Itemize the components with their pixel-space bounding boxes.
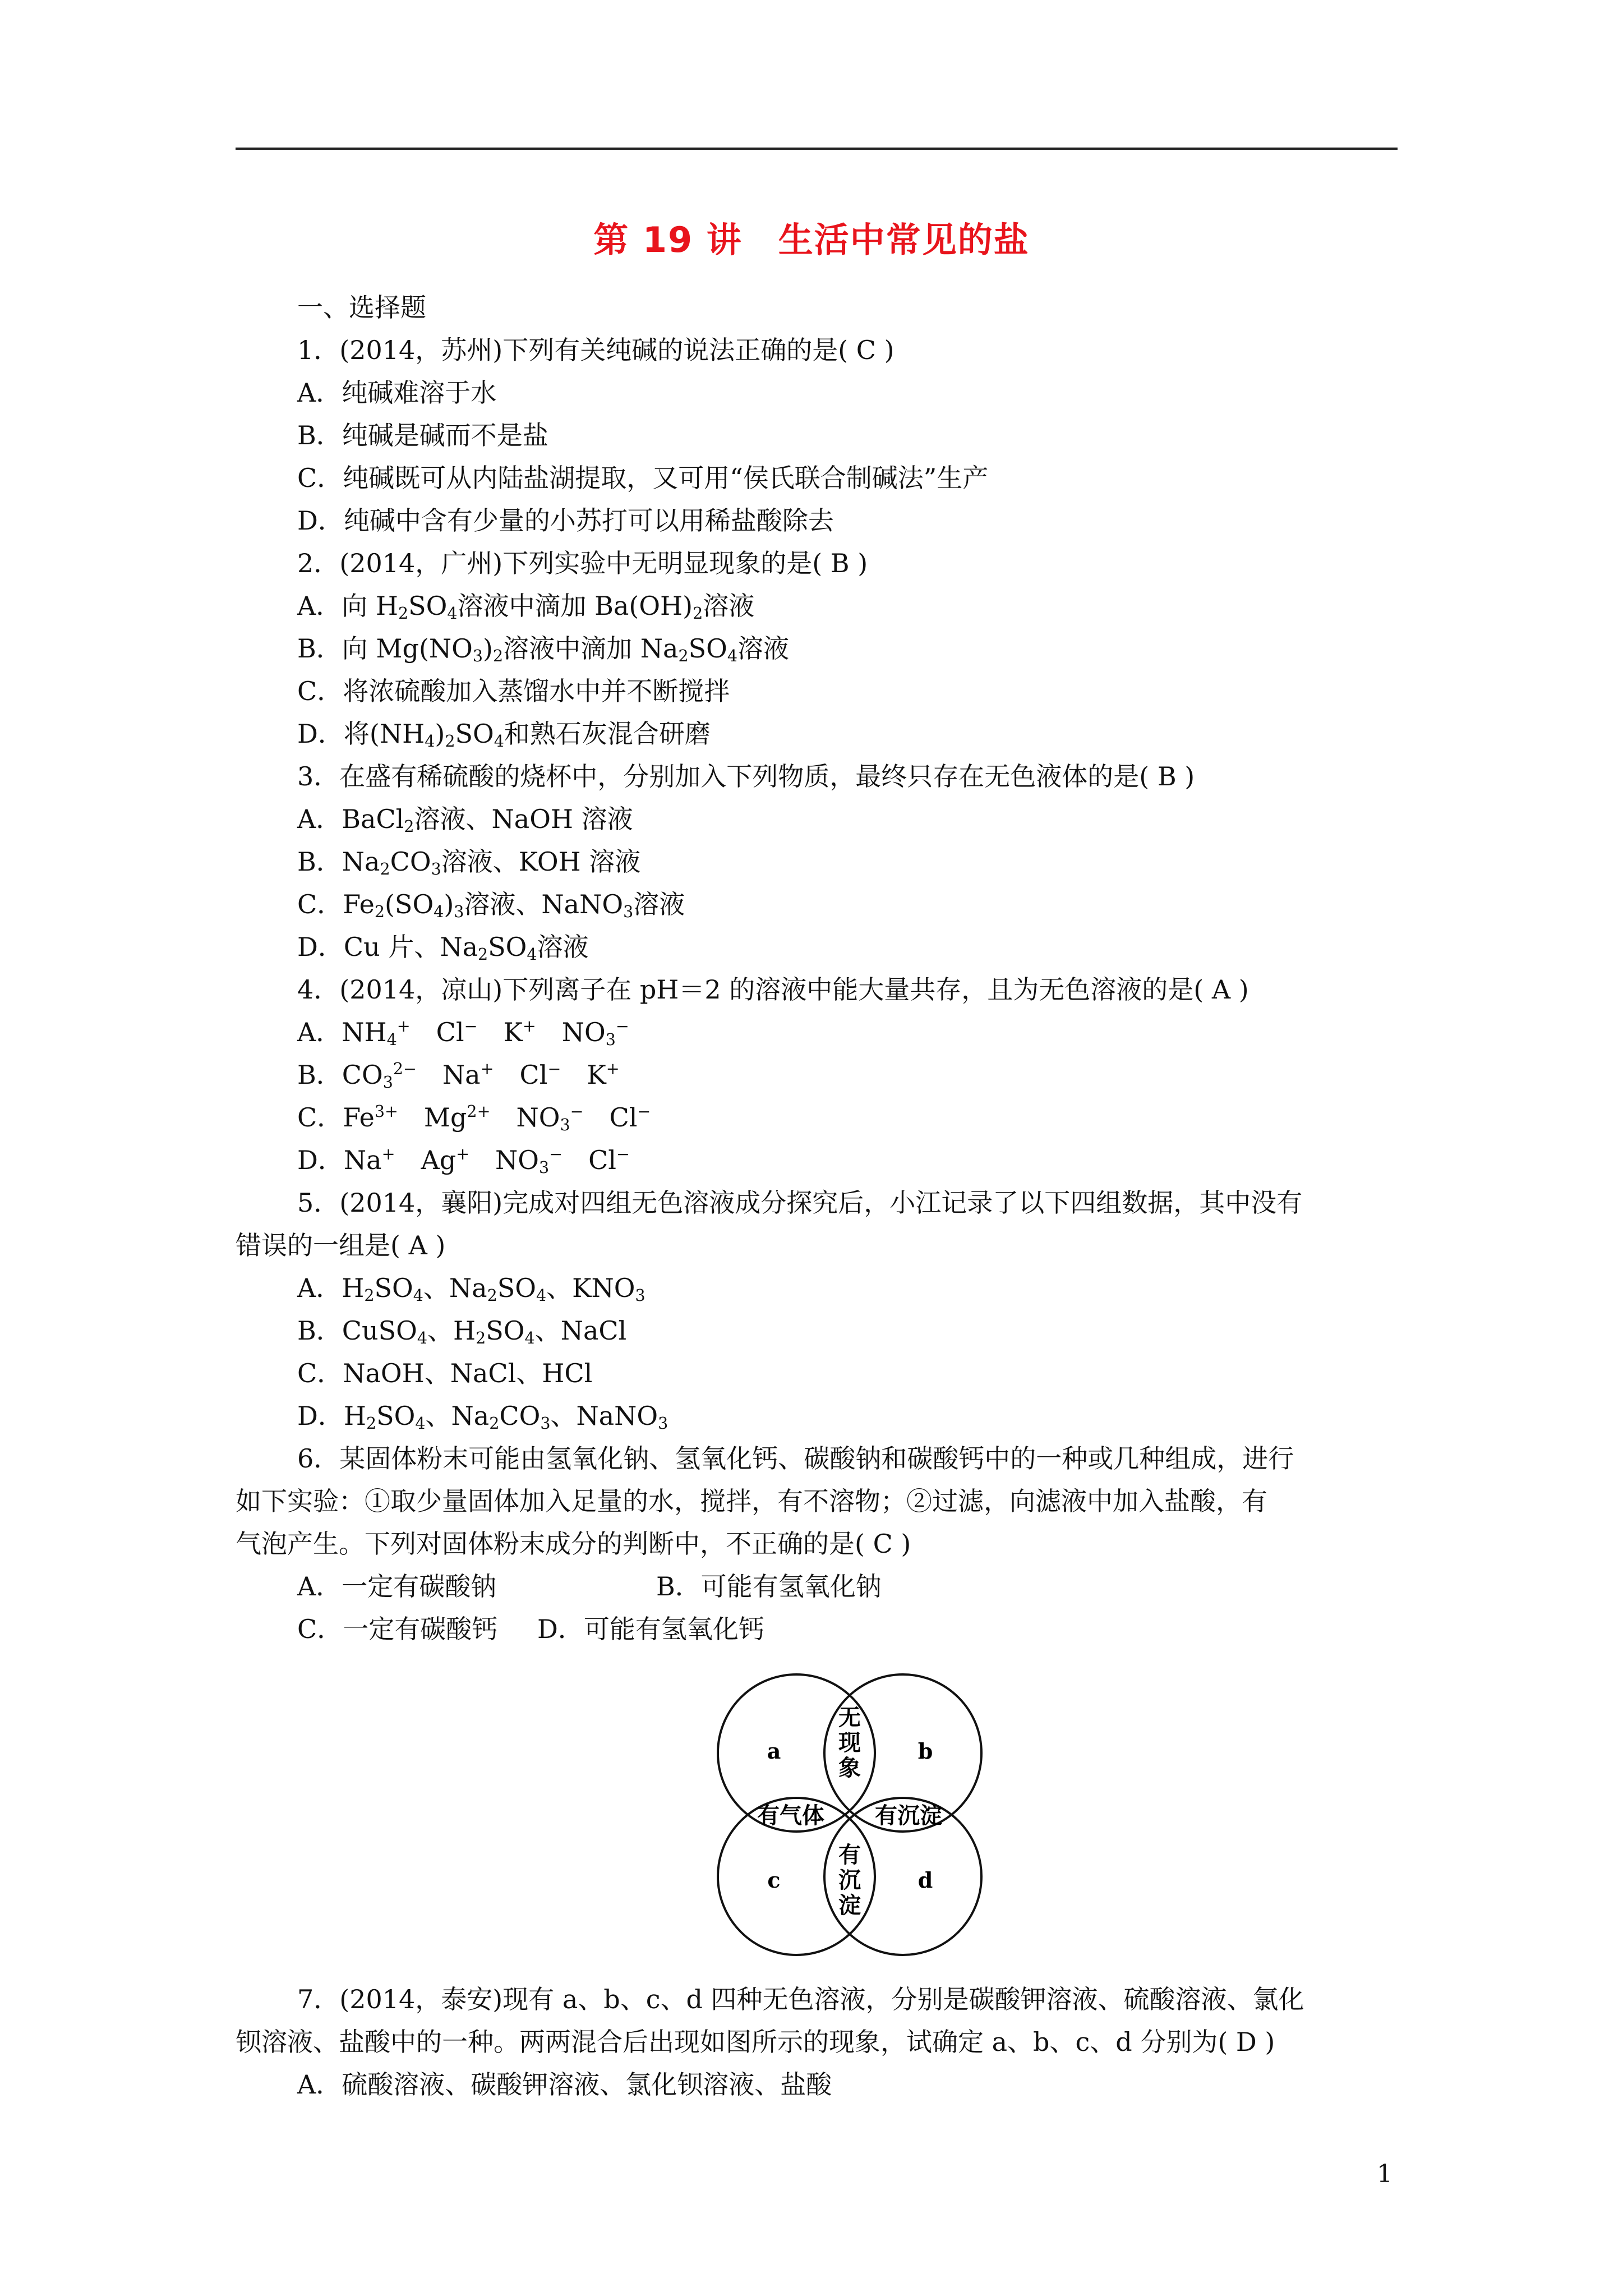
q3-option-a: A．BaCl$_2$溶液、NaOH 溶液: [297, 804, 633, 836]
q6-option-a: A．一定有碳酸钠: [297, 1571, 497, 1602]
q1-option-c: C．纯碱既可从内陆盐湖提取，又可用“侯氏联合制碱法”生产: [297, 463, 989, 493]
venn-bottom-3: 淀: [838, 1892, 861, 1918]
question-6-stem-cont2: 气泡产生。下列对固体粉末成分的判断中，不正确的是( C ): [236, 1529, 911, 1559]
q4-option-a: A．$NH_4^+$ Cl− K+ $NO_3^-$: [297, 1016, 629, 1050]
q5-option-d: D．$H_2SO_4$、$Na_2CO_3$、NaNO$_3$: [297, 1401, 668, 1433]
venn-bottom-2: 沉: [838, 1867, 861, 1893]
q2-option-d: D．将$(NH_4)_2SO_4$和熟石灰混合研磨: [297, 719, 711, 751]
q3-option-b: B．$Na_2CO_3$溶液、KOH 溶液: [297, 846, 641, 879]
question-3-stem: 3．在盛有稀硫酸的烧杯中，分别加入下列物质，最终只存在无色液体的是( B ): [297, 761, 1195, 792]
venn-diagram: [704, 1669, 995, 1961]
venn-label-c: c: [767, 1867, 781, 1893]
venn-top-2: 现: [838, 1729, 861, 1756]
q1-option-b: B．纯碱是碱而不是盐: [297, 420, 548, 450]
question-2-stem: 2．(2014，广州)下列实验中无明显现象的是( B ): [297, 548, 868, 578]
header-rule: [236, 148, 1398, 150]
q3-option-d: D．Cu 片、$Na_2SO_4$溶液: [297, 932, 589, 964]
page-number: 1: [1377, 2160, 1393, 2188]
venn-top-1: 无: [838, 1704, 861, 1731]
q4-option-d: D．Na+ Ag+ $NO_3^-$ Cl−: [297, 1144, 630, 1177]
venn-label-b: b: [917, 1738, 933, 1764]
page-title: 第 19 讲 生活中常见的盐: [593, 219, 1030, 260]
venn-right: 有沉淀: [875, 1802, 942, 1829]
question-6-stem-cont1: 如下实验：①取少量固体加入足量的水，搅拌，有不溶物；②过滤，向滤液中加入盐酸，有: [236, 1486, 1267, 1516]
venn-label-d: d: [917, 1867, 933, 1893]
question-1-stem: 1．(2014，苏州)下列有关纯碱的说法正确的是( C ): [297, 335, 895, 365]
q2-option-c: C．将浓硫酸加入蒸馏水中并不断搅拌: [297, 676, 730, 706]
question-6-stem: 6．某固体粉末可能由氢氧化钠、氢氧化钙、碳酸钠和碳酸钙中的一种或几种组成，进行: [297, 1443, 1294, 1474]
venn-top-3: 象: [838, 1755, 861, 1781]
q6-option-d: D．可能有氢氧化钙: [537, 1614, 764, 1644]
question-7-stem-cont: 钡溶液、盐酸中的一种。两两混合后出现如图所示的现象，试确定 a、b、c、d 分别为( D ): [236, 2027, 1275, 2057]
q5-option-a: A．$H_2SO_4$、$Na_2SO_4$、$KNO_3$: [297, 1273, 645, 1305]
question-5-stem-cont: 错误的一组是( A ): [236, 1230, 446, 1260]
q6-option-c: C．一定有碳酸钙: [297, 1614, 498, 1644]
section-heading: 一、选择题: [297, 292, 426, 323]
q4-option-b: B．$CO_3^{2-}$ Na+ Cl− K+: [297, 1059, 620, 1092]
question-7-stem: 7．(2014，泰安)现有 a、b、c、d 四种无色溶液，分别是碳酸钾溶液、硫酸溶液、氯化: [297, 1984, 1304, 2014]
q1-option-d: D．纯碱中含有少量的小苏打可以用稀盐酸除去: [297, 505, 834, 536]
question-4-stem: 4．(2014，凉山)下列离子在 pH＝2 的溶液中能大量共存，且为无色溶液的是( A ): [297, 974, 1249, 1005]
q2-option-b: B．向 $Mg(NO_3)_2$溶液中滴加 $Na_2SO_4$溶液: [297, 633, 789, 666]
q2-option-a: A．向 $H_2SO_4$溶液中滴加 $Ba(OH)_2$溶液: [297, 591, 755, 623]
q7-option-a: A．硫酸溶液、碳酸钾溶液、氯化钡溶液、盐酸: [297, 2069, 832, 2100]
q4-option-c: C．$Fe^{3+}$ $Mg^{2+}$ $NO_3^-$ Cl−: [297, 1102, 651, 1135]
q5-option-b: B．CuSO$_4$、$H_2SO_4$、NaCl: [297, 1315, 627, 1348]
venn-label-a: a: [767, 1738, 781, 1764]
q1-option-a: A．纯碱难溶于水: [297, 378, 497, 408]
q5-option-c: C．NaOH、NaCl、HCl: [297, 1358, 593, 1388]
venn-bottom-1: 有: [838, 1842, 861, 1868]
venn-left: 有气体: [757, 1802, 824, 1829]
question-5-stem: 5．(2014，襄阳)完成对四组无色溶液成分探究后，小江记录了以下四组数据，其中没有: [297, 1188, 1303, 1218]
q3-option-c: C．$Fe_2(SO_4)_3$溶液、NaNO$_3$溶液: [297, 889, 685, 922]
q6-option-b: B．可能有氢氧化钠: [656, 1571, 882, 1602]
